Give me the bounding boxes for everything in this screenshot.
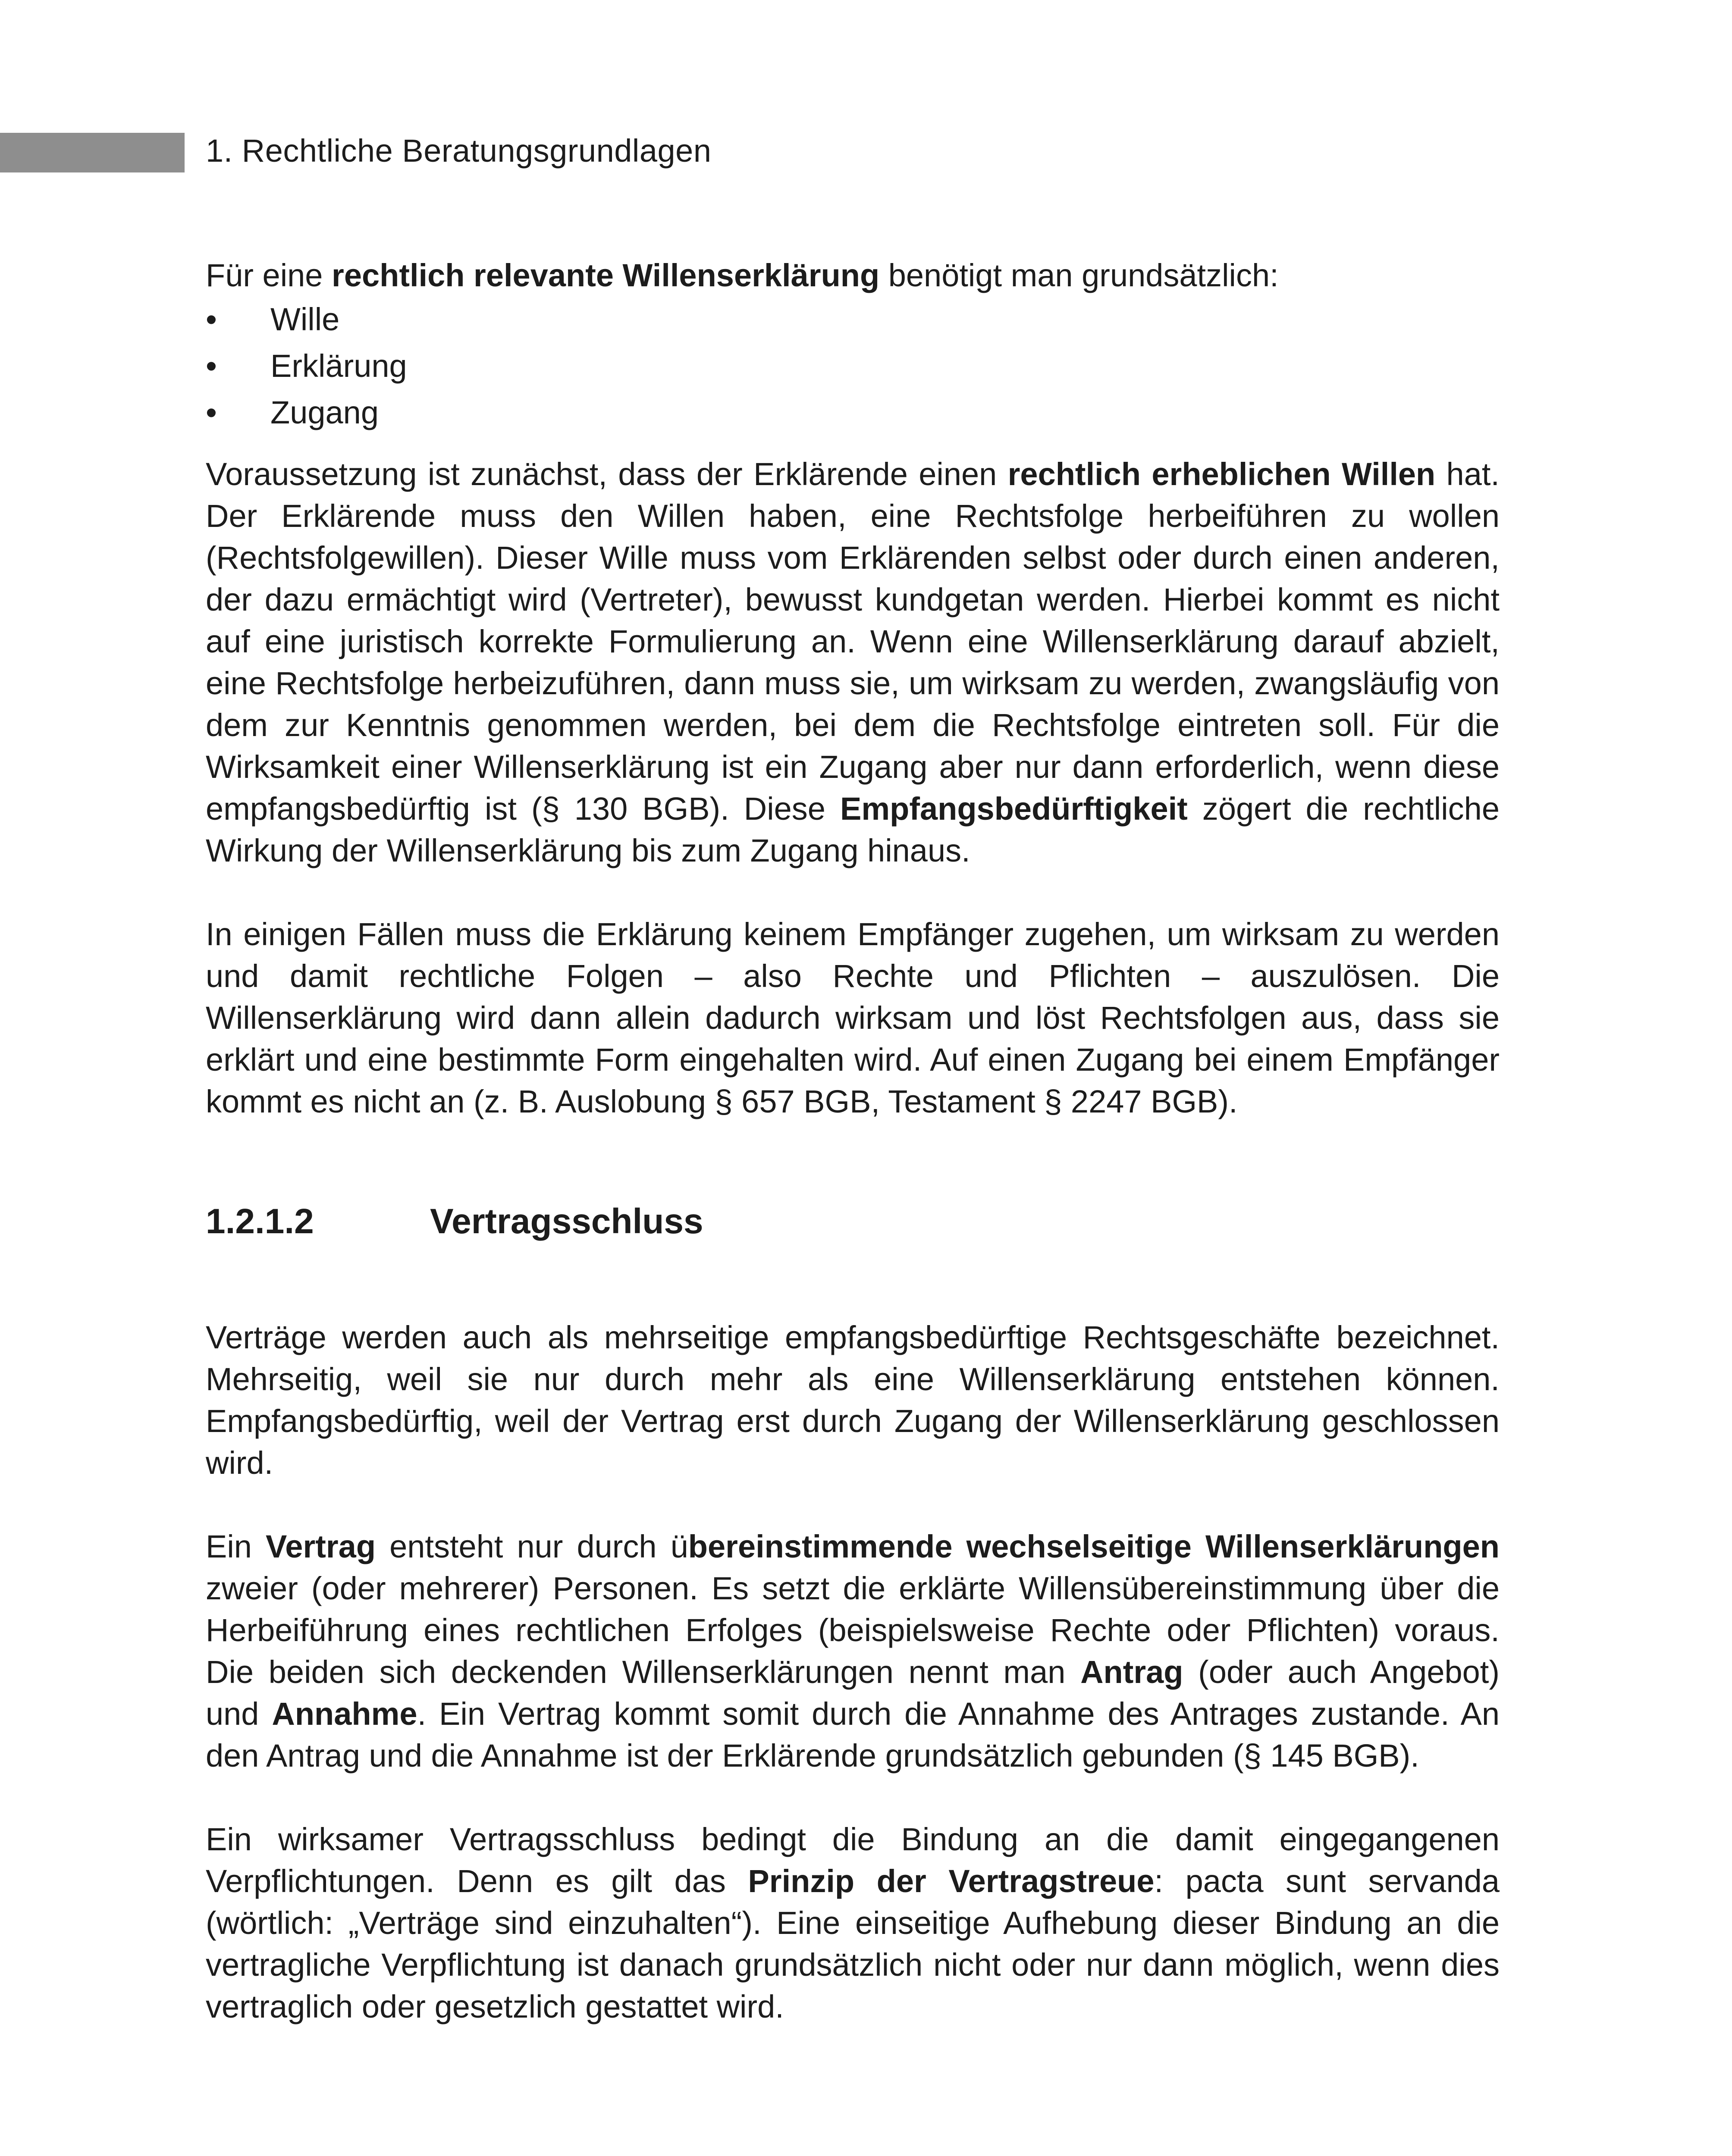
section-number: 1.2.1.2 xyxy=(206,1202,314,1241)
body-paragraph: Ein wirksamer Vertragsschluss bedingt die Bindung an die damit eingegangenen Verpflichtungen. Denn es gilt das Prinzip der Vertragstreue: pacta sunt servanda (wörtlich: „Verträge sind einzuhalten“). Eine einseitige Aufhebung dieser Bindung an die vertragliche Verpflichtung ist danach grundsätzlich nicht oder nur dann möglich, wenn dies vertraglich oder gesetzlich gestattet wird. xyxy=(206,1821,1500,2024)
section-title: Vertragsschluss xyxy=(430,1202,703,1241)
bold-term: bereinstimmende wechselseitige Willenserklärungen xyxy=(688,1529,1500,1564)
intro-paragraph: Für eine rechtlich relevante Willenserklärung benötigt man grundsätzlich: xyxy=(206,257,1279,293)
body-paragraph: In einigen Fällen muss die Erklärung keinem Empfänger zugehen, um wirksam zu werden und damit rechtliche Folgen – also Rechte und Pflichten – auszulösen. Die Willenserklärung wird dann allein dadurch wirksam und löst Rechtsfolgen aus, dass sie erklärt und eine bestimmte Form eingehalten wird. Auf einen Zugang bei einem Empfänger kommt es nicht an (z. B. Auslobung § 657 BGB, Testament § 2247 BGB). xyxy=(206,916,1500,1119)
bullet-icon: • xyxy=(206,301,217,337)
chapter-marker-bar xyxy=(0,133,185,172)
bullet-icon: • xyxy=(206,395,217,430)
list-item: • Erklärung xyxy=(206,343,1500,389)
page-content xyxy=(206,254,1500,2028)
requirements-list xyxy=(206,296,1500,436)
body-paragraph: Ein Vertrag entsteht nur durch übereinstimmende wechselseitige Willenserklärungen zweier (oder mehrerer) Personen. Es setzt die erklärte Willensübereinstimmung über die Herbeiführung eines rechtlichen Erfolges (beispielsweise Rechte oder Pflichten) voraus. Die beiden sich deckenden Willenserklärungen nennt man Antrag (oder auch Angebot) und Annahme. Ein Vertrag kommt somit durch die Annahme des Antrages zustande. An den Antrag und die Annahme ist der Erklärende grundsätzlich gebunden (§ 145 BGB). xyxy=(206,1529,1500,1774)
bold-term: Empfangsbedürftigkeit xyxy=(840,791,1188,827)
running-head: 1. Rechtliche Beratungsgrundlagen xyxy=(206,133,712,169)
bold-term: Vertrag xyxy=(266,1529,376,1564)
body-paragraph: Verträge werden auch als mehrseitige empfangsbedürftige Rechtsgeschäfte bezeichnet. Mehrseitig, weil sie nur durch mehr als eine Willenserklärung entstehen können. Empfangsbedürftig, weil der Vertrag erst durch Zugang der Willenserklärung geschlossen wird. xyxy=(206,1319,1500,1481)
bold-term: Annahme xyxy=(272,1696,417,1732)
bold-term: rechtlich relevante Willenserklärung xyxy=(332,257,880,293)
bold-term: Prinzip der Vertragstreue xyxy=(748,1863,1155,1899)
section-heading xyxy=(206,1198,1500,1245)
bold-term: Antrag xyxy=(1080,1654,1183,1690)
body-paragraph: Voraussetzung ist zunächst, dass der Erklärende einen rechtlich erheblichen Willen hat. Der Erklärende muss den Willen haben, eine Rechtsfolge herbeiführen zu wollen (Rechtsfolgewillen). Dieser Wille muss vom Erklärenden selbst oder durch einen anderen, der dazu ermächtigt wird (Vertreter), bewusst kundgetan werden. Hierbei kommt es nicht auf eine juristisch korrekte Formulierung an. Wenn eine Willenserklärung darauf abzielt, eine Rechtsfolge herbeizuführen, dann muss sie, um wirksam zu werden, zwangsläufig von dem zur Kenntnis genommen werden, bei dem die Rechtsfolge eintreten soll. Für die Wirksamkeit einer Willenserklärung ist ein Zugang aber nur dann erforderlich, wenn diese empfangsbedürftig ist (§ 130 BGB). Diese Empfangsbedürftigkeit zögert die rechtliche Wirkung der Willenserklärung bis zum Zugang hinaus. xyxy=(206,456,1500,868)
list-item: • Wille xyxy=(206,296,1500,343)
bullet-icon: • xyxy=(206,348,217,384)
list-item: • Zugang xyxy=(206,389,1500,436)
bold-term: rechtlich erheblichen Willen xyxy=(1007,456,1436,492)
